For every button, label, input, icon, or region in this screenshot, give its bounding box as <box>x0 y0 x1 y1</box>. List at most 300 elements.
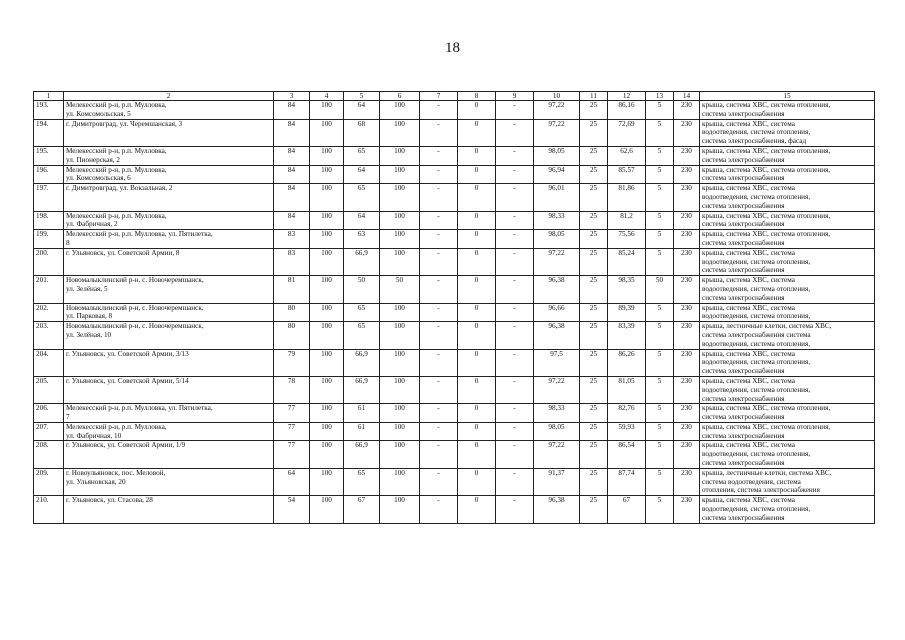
col5-cell: 66,9 <box>344 376 380 403</box>
col14-cell: 230 <box>674 441 700 468</box>
col9-cell: - <box>496 230 534 249</box>
address-cell: Мелекесский р-н, р.п. Мулловка, ул. Пятилетка, 7 <box>64 404 274 423</box>
col7-cell: - <box>420 322 458 349</box>
row-number: 199. <box>34 230 64 249</box>
col14-cell: 230 <box>674 165 700 184</box>
col12-cell: 62,6 <box>608 146 646 165</box>
col9-cell: - <box>496 248 534 275</box>
col11-cell: 25 <box>580 404 608 423</box>
table-row <box>34 230 875 249</box>
table-row <box>34 165 875 184</box>
col11-cell: 25 <box>580 441 608 468</box>
col6-cell: 100 <box>380 184 420 211</box>
col6-cell: 100 <box>380 101 420 120</box>
address-cell: г. Димитровград, ул. Вокзальная, 2 <box>64 184 274 211</box>
col11-cell: 25 <box>580 146 608 165</box>
col13-cell: 5 <box>646 441 674 468</box>
col5-cell: 68 <box>344 119 380 146</box>
col13-cell: 5 <box>646 230 674 249</box>
col11-cell: 25 <box>580 303 608 322</box>
column-header-3: 3 <box>274 92 310 101</box>
col4-cell: 100 <box>310 441 344 468</box>
col10-cell: 98,05 <box>534 146 580 165</box>
table-body <box>34 101 875 524</box>
col10-cell: 91,37 <box>534 468 580 495</box>
col11-cell: 25 <box>580 376 608 403</box>
col6-cell: 100 <box>380 441 420 468</box>
col11-cell: 25 <box>580 230 608 249</box>
address-cell: Новомалыклинский р-н, с. Новочеремшанск, ул. Парковая, 8 <box>64 303 274 322</box>
work-types-cell: крыша, система ХВС, система водоотведения, система отопления, система электроснабжения <box>700 276 875 303</box>
col12-cell: 72,69 <box>608 119 646 146</box>
col5-cell: 66,9 <box>344 248 380 275</box>
col7-cell: - <box>420 496 458 523</box>
column-header-12: 12 <box>608 92 646 101</box>
col5-cell: 61 <box>344 422 380 441</box>
table-row <box>34 496 875 523</box>
table-row <box>34 184 875 211</box>
col9-cell: - <box>496 101 534 120</box>
col6-cell: 50 <box>380 276 420 303</box>
col12-cell: 85,57 <box>608 165 646 184</box>
col10-cell: 96,01 <box>534 184 580 211</box>
col8-cell: 0 <box>458 441 496 468</box>
col8-cell: 0 <box>458 184 496 211</box>
col3-cell: 80 <box>274 322 310 349</box>
col12-cell: 67 <box>608 496 646 523</box>
col7-cell: - <box>420 119 458 146</box>
col7-cell: - <box>420 422 458 441</box>
row-number: 210. <box>34 496 64 523</box>
col13-cell: 5 <box>646 422 674 441</box>
work-types-cell: крыша, лестничные клетки, система ХВС, система электроснабжения система водоотведения, система отопления, <box>700 322 875 349</box>
col13-cell: 5 <box>646 303 674 322</box>
work-types-cell: крыша, система ХВС, система водоотведения, система отопления, система электроснабжения <box>700 248 875 275</box>
col11-cell: 25 <box>580 496 608 523</box>
col3-cell: 79 <box>274 349 310 376</box>
col9-cell: - <box>496 303 534 322</box>
col14-cell: 230 <box>674 248 700 275</box>
col4-cell: 100 <box>310 101 344 120</box>
row-number: 201. <box>34 276 64 303</box>
work-types-cell: крыша, система ХВС, система водоотведения, система отопления, система электроснабжения <box>700 496 875 523</box>
col10-cell: 97,22 <box>534 376 580 403</box>
col5-cell: 64 <box>344 165 380 184</box>
table-row <box>34 404 875 423</box>
col14-cell: 230 <box>674 496 700 523</box>
col13-cell: 5 <box>646 376 674 403</box>
col4-cell: 100 <box>310 322 344 349</box>
col6-cell: 100 <box>380 376 420 403</box>
col12-cell: 86,54 <box>608 441 646 468</box>
col9-cell: - <box>496 376 534 403</box>
col9-cell: - <box>496 184 534 211</box>
work-types-cell: крыша, система ХВС, система отопления, система электроснабжения <box>700 101 875 120</box>
work-types-cell: крыша, система ХВС, система отопления, система электроснабжения <box>700 211 875 230</box>
col4-cell: 100 <box>310 404 344 423</box>
col6-cell: 100 <box>380 496 420 523</box>
col4-cell: 100 <box>310 422 344 441</box>
address-cell: г. Ульяновск, ул. Советской Армии, 1/9 <box>64 441 274 468</box>
col6-cell: 100 <box>380 119 420 146</box>
col13-cell: 5 <box>646 496 674 523</box>
col14-cell: 230 <box>674 468 700 495</box>
work-types-cell: крыша, система ХВС, система отопления, система электроснабжения <box>700 230 875 249</box>
table-row <box>34 349 875 376</box>
col11-cell: 25 <box>580 422 608 441</box>
col7-cell: - <box>420 349 458 376</box>
col14-cell: 230 <box>674 184 700 211</box>
col12-cell: 59,93 <box>608 422 646 441</box>
row-number: 209. <box>34 468 64 495</box>
address-cell: г. Новоульяновск, пос. Меловой, ул. Ульяновская, 20 <box>64 468 274 495</box>
row-number: 196. <box>34 165 64 184</box>
address-cell: г. Ульяновск, ул. Советской Армии, 3/13 <box>64 349 274 376</box>
col14-cell: 230 <box>674 349 700 376</box>
col9-cell: - <box>496 211 534 230</box>
col3-cell: 84 <box>274 101 310 120</box>
col7-cell: - <box>420 248 458 275</box>
col7-cell: - <box>420 211 458 230</box>
col7-cell: - <box>420 230 458 249</box>
col13-cell: 5 <box>646 404 674 423</box>
table-row <box>34 322 875 349</box>
col12-cell: 82,76 <box>608 404 646 423</box>
col3-cell: 81 <box>274 276 310 303</box>
col14-cell: 230 <box>674 146 700 165</box>
col10-cell: 98,05 <box>534 230 580 249</box>
col11-cell: 25 <box>580 322 608 349</box>
col7-cell: - <box>420 276 458 303</box>
row-number: 195. <box>34 146 64 165</box>
column-header-14: 14 <box>674 92 700 101</box>
col11-cell: 25 <box>580 468 608 495</box>
col7-cell: - <box>420 468 458 495</box>
work-types-cell: крыша, система ХВС, система отопления, система электроснабжения <box>700 404 875 423</box>
col4-cell: 100 <box>310 303 344 322</box>
col11-cell: 25 <box>580 101 608 120</box>
col4-cell: 100 <box>310 276 344 303</box>
col6-cell: 100 <box>380 404 420 423</box>
col8-cell: 0 <box>458 101 496 120</box>
col13-cell: 5 <box>646 101 674 120</box>
col7-cell: - <box>420 303 458 322</box>
col7-cell: - <box>420 101 458 120</box>
work-types-cell: крыша, система ХВС, система водоотведения, система отопления, система электроснабжения, фасад <box>700 119 875 146</box>
col4-cell: 100 <box>310 211 344 230</box>
col9-cell: - <box>496 165 534 184</box>
col12-cell: 87,74 <box>608 468 646 495</box>
table-header <box>34 92 875 101</box>
column-header-1: 1 <box>34 92 64 101</box>
col13-cell: 5 <box>646 322 674 349</box>
col9-cell: - <box>496 119 534 146</box>
col5-cell: 65 <box>344 303 380 322</box>
col9-cell: - <box>496 468 534 495</box>
col11-cell: 25 <box>580 119 608 146</box>
col14-cell: 230 <box>674 211 700 230</box>
address-cell: Мелекесский р-н, р.п. Мулловка, ул. Комсомольская, 5 <box>64 101 274 120</box>
col4-cell: 100 <box>310 184 344 211</box>
header-row <box>34 92 875 101</box>
col10-cell: 96,66 <box>534 303 580 322</box>
address-cell: Мелекесский р-н, р.п. Мулловка, ул. Пятилетка, 8 <box>64 230 274 249</box>
table-row <box>34 468 875 495</box>
work-types-cell: крыша, система ХВС, система отопления, система электроснабжения <box>700 422 875 441</box>
col11-cell: 25 <box>580 349 608 376</box>
col8-cell: 0 <box>458 496 496 523</box>
col6-cell: 100 <box>380 230 420 249</box>
col13-cell: 5 <box>646 248 674 275</box>
col3-cell: 84 <box>274 146 310 165</box>
table-row <box>34 101 875 120</box>
col6-cell: 100 <box>380 349 420 376</box>
col4-cell: 100 <box>310 496 344 523</box>
row-number: 207. <box>34 422 64 441</box>
col3-cell: 84 <box>274 184 310 211</box>
col14-cell: 230 <box>674 276 700 303</box>
column-header-15: 15 <box>700 92 875 101</box>
col4-cell: 100 <box>310 119 344 146</box>
col10-cell: 98,05 <box>534 422 580 441</box>
col3-cell: 80 <box>274 303 310 322</box>
col14-cell: 230 <box>674 101 700 120</box>
col4-cell: 100 <box>310 349 344 376</box>
col12-cell: 81,05 <box>608 376 646 403</box>
col12-cell: 83,39 <box>608 322 646 349</box>
col8-cell: 0 <box>458 303 496 322</box>
row-number: 194. <box>34 119 64 146</box>
col8-cell: 0 <box>458 422 496 441</box>
column-header-9: 9 <box>496 92 534 101</box>
col3-cell: 54 <box>274 496 310 523</box>
column-header-7: 7 <box>420 92 458 101</box>
col14-cell: 230 <box>674 422 700 441</box>
col13-cell: 5 <box>646 146 674 165</box>
col8-cell: 0 <box>458 404 496 423</box>
column-header-11: 11 <box>580 92 608 101</box>
column-header-13: 13 <box>646 92 674 101</box>
row-number: 208. <box>34 441 64 468</box>
col13-cell: 5 <box>646 349 674 376</box>
work-types-cell: крыша, система ХВС, система водоотведения, система отопления, система электроснабжения <box>700 376 875 403</box>
col4-cell: 100 <box>310 376 344 403</box>
col11-cell: 25 <box>580 184 608 211</box>
col8-cell: 0 <box>458 146 496 165</box>
col8-cell: 0 <box>458 248 496 275</box>
address-cell: г. Ульяновск, ул. Советской Армии, 5/14 <box>64 376 274 403</box>
col9-cell: - <box>496 349 534 376</box>
col12-cell: 75,56 <box>608 230 646 249</box>
col12-cell: 89,39 <box>608 303 646 322</box>
col12-cell: 86,26 <box>608 349 646 376</box>
col3-cell: 83 <box>274 248 310 275</box>
col5-cell: 50 <box>344 276 380 303</box>
col13-cell: 50 <box>646 276 674 303</box>
work-types-cell: крыша, система ХВС, система отопления, система электроснабжения <box>700 146 875 165</box>
col6-cell: 100 <box>380 303 420 322</box>
col14-cell: 230 <box>674 404 700 423</box>
row-number: 206. <box>34 404 64 423</box>
col9-cell: - <box>496 276 534 303</box>
page-number: 18 <box>445 40 460 56</box>
col9-cell: - <box>496 146 534 165</box>
address-cell: Мелекесский р-н, р.п. Мулловка, ул. Фабричная, 10 <box>64 422 274 441</box>
col10-cell: 97,22 <box>534 101 580 120</box>
col9-cell: - <box>496 422 534 441</box>
col3-cell: 83 <box>274 230 310 249</box>
col13-cell: 5 <box>646 211 674 230</box>
col11-cell: 25 <box>580 165 608 184</box>
address-cell: г. Ульяновск, ул. Стасова, 28 <box>64 496 274 523</box>
col14-cell: 230 <box>674 303 700 322</box>
col3-cell: 84 <box>274 165 310 184</box>
col5-cell: 63 <box>344 230 380 249</box>
row-number: 205. <box>34 376 64 403</box>
col13-cell: 5 <box>646 165 674 184</box>
table-row <box>34 211 875 230</box>
col8-cell: 0 <box>458 276 496 303</box>
col9-cell: - <box>496 496 534 523</box>
col14-cell: 230 <box>674 119 700 146</box>
col12-cell: 81,86 <box>608 184 646 211</box>
col7-cell: - <box>420 165 458 184</box>
address-cell: Новомалыклинский р-н, с. Новочеремшанск, ул. Зелёная, 5 <box>64 276 274 303</box>
col4-cell: 100 <box>310 468 344 495</box>
col6-cell: 100 <box>380 322 420 349</box>
col7-cell: - <box>420 376 458 403</box>
column-header-5: 5 <box>344 92 380 101</box>
address-cell: Мелекесский р-н, р.п. Мулловка, ул. Фабричная, 2 <box>64 211 274 230</box>
col5-cell: 66,9 <box>344 441 380 468</box>
col5-cell: 64 <box>344 101 380 120</box>
col10-cell: 98,33 <box>534 211 580 230</box>
col9-cell: - <box>496 441 534 468</box>
table-row <box>34 303 875 322</box>
register-table <box>33 91 875 524</box>
work-types-cell: крыша, система ХВС, система водоотведения, система отопления, система электроснабжения <box>700 184 875 211</box>
col4-cell: 100 <box>310 165 344 184</box>
col3-cell: 77 <box>274 422 310 441</box>
col5-cell: 61 <box>344 404 380 423</box>
col5-cell: 65 <box>344 184 380 211</box>
col9-cell: - <box>496 404 534 423</box>
col8-cell: 0 <box>458 119 496 146</box>
col4-cell: 100 <box>310 230 344 249</box>
col12-cell: 85,24 <box>608 248 646 275</box>
row-number: 202. <box>34 303 64 322</box>
table-row <box>34 146 875 165</box>
col5-cell: 65 <box>344 468 380 495</box>
col3-cell: 77 <box>274 404 310 423</box>
col5-cell: 66,9 <box>344 349 380 376</box>
col10-cell: 97,22 <box>534 119 580 146</box>
col8-cell: 0 <box>458 211 496 230</box>
col10-cell: 97,22 <box>534 441 580 468</box>
col13-cell: 5 <box>646 468 674 495</box>
col7-cell: - <box>420 146 458 165</box>
address-cell: Мелекесский р-н, р.п. Мулловка, ул. Комсомольская, 6 <box>64 165 274 184</box>
col4-cell: 100 <box>310 248 344 275</box>
table-row <box>34 119 875 146</box>
col12-cell: 98,35 <box>608 276 646 303</box>
column-header-6: 6 <box>380 92 420 101</box>
col11-cell: 25 <box>580 276 608 303</box>
work-types-cell: крыша, система ХВС, система водоотведения, система отопления, система электроснабжения <box>700 441 875 468</box>
col14-cell: 230 <box>674 376 700 403</box>
col5-cell: 65 <box>344 146 380 165</box>
row-number: 198. <box>34 211 64 230</box>
col10-cell: 97,22 <box>534 248 580 275</box>
row-number: 197. <box>34 184 64 211</box>
table-row <box>34 376 875 403</box>
col14-cell: 230 <box>674 322 700 349</box>
col6-cell: 100 <box>380 248 420 275</box>
col6-cell: 100 <box>380 468 420 495</box>
col6-cell: 100 <box>380 146 420 165</box>
col8-cell: 0 <box>458 165 496 184</box>
col8-cell: 0 <box>458 468 496 495</box>
column-header-2: 2 <box>64 92 274 101</box>
column-header-10: 10 <box>534 92 580 101</box>
col11-cell: 25 <box>580 248 608 275</box>
row-number: 200. <box>34 248 64 275</box>
work-types-cell: крыша, лестничные клетки, система ХВС, система водоотведения, система отопления, система электроснабжения <box>700 468 875 495</box>
col11-cell: 25 <box>580 211 608 230</box>
col10-cell: 98,33 <box>534 404 580 423</box>
col4-cell: 100 <box>310 146 344 165</box>
table-row <box>34 422 875 441</box>
col7-cell: - <box>420 184 458 211</box>
address-cell: г. Димитровград, ул. Черемшанская, 3 <box>64 119 274 146</box>
column-header-8: 8 <box>458 92 496 101</box>
col7-cell: - <box>420 441 458 468</box>
col10-cell: 97,5 <box>534 349 580 376</box>
col8-cell: 0 <box>458 376 496 403</box>
table-row <box>34 441 875 468</box>
col8-cell: 0 <box>458 349 496 376</box>
col9-cell: - <box>496 322 534 349</box>
row-number: 204. <box>34 349 64 376</box>
table-row <box>34 248 875 275</box>
col13-cell: 5 <box>646 119 674 146</box>
col12-cell: 81,2 <box>608 211 646 230</box>
col3-cell: 84 <box>274 119 310 146</box>
col10-cell: 96,38 <box>534 276 580 303</box>
col5-cell: 67 <box>344 496 380 523</box>
col6-cell: 100 <box>380 211 420 230</box>
row-number: 193. <box>34 101 64 120</box>
work-types-cell: крыша, система ХВС, система водоотведения, система отопления, <box>700 303 875 322</box>
col8-cell: 0 <box>458 322 496 349</box>
address-cell: Новомалыклинский р-н, с. Новочеремшанск, ул. Зелёная, 10 <box>64 322 274 349</box>
table-row <box>34 276 875 303</box>
col12-cell: 86,16 <box>608 101 646 120</box>
col3-cell: 84 <box>274 211 310 230</box>
work-types-cell: крыша, система ХВС, система отопления, система электроснабжения <box>700 165 875 184</box>
col13-cell: 5 <box>646 184 674 211</box>
col14-cell: 230 <box>674 230 700 249</box>
address-cell: г. Ульяновск, ул. Советской Армии, 8 <box>64 248 274 275</box>
col6-cell: 100 <box>380 422 420 441</box>
col5-cell: 64 <box>344 211 380 230</box>
col3-cell: 64 <box>274 468 310 495</box>
col10-cell: 96,38 <box>534 322 580 349</box>
address-cell: Мелекесский р-н, р.п. Мулловка, ул. Пионерская, 2 <box>64 146 274 165</box>
col7-cell: - <box>420 404 458 423</box>
row-number: 203. <box>34 322 64 349</box>
col3-cell: 77 <box>274 441 310 468</box>
